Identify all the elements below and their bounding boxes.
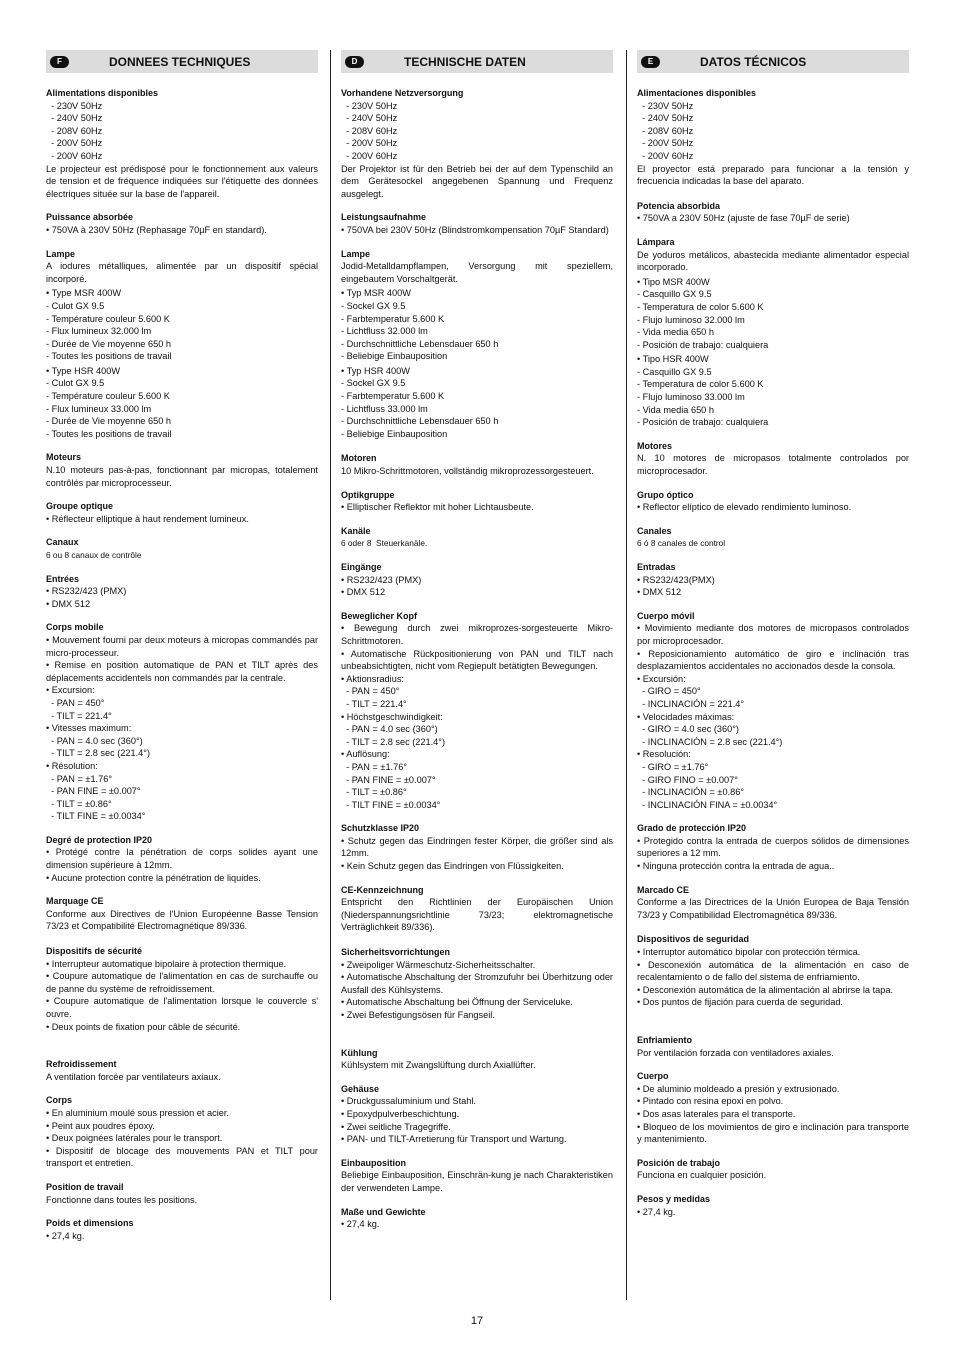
spec-line: • Aucune protection contre la pénétration de liquides. [46, 872, 261, 883]
spec-section [46, 621, 321, 823]
spec-line: - Toutes les positions de travail [46, 351, 172, 362]
column-title: DATOS TÉCNICOS [700, 54, 807, 69]
spec-line: - Beliebige Einbauposition [341, 428, 448, 439]
spec-line: • Coupure automatique de l'alimentation lorsque le couvercle s' ouvre. [46, 996, 321, 1019]
section-title: Motores [637, 440, 673, 451]
spec-line: • Desconexión automática de la alimentación al abrirse la tapa. [637, 984, 894, 995]
spec-section [341, 610, 616, 812]
spec-line: • Pintado con resina epoxi en polvo. [637, 1096, 784, 1107]
spec-line: - 200V 60Hz [46, 150, 103, 161]
spec-section [46, 573, 318, 611]
spec-line: • Excursion: [46, 685, 95, 696]
spec-section [637, 440, 912, 478]
spec-line: • Type MSR 400W [46, 288, 122, 299]
spec-section [637, 1157, 909, 1182]
spec-line: - PAN FINE = ±0.007° [46, 786, 141, 797]
spec-line: • Résolution: [46, 760, 98, 771]
spec-section [46, 895, 321, 933]
spec-line: • En aluminium moulé sous pression et acier. [46, 1107, 229, 1118]
spec-section [637, 1070, 912, 1146]
spec-line: N.10 moteurs pas-à-pas, fonctionnant par micropas, totalement contrôlés par microprocesseur. [46, 465, 321, 488]
spec-line: • Protégé contre la pénétration de corps solides ayant une dimension supérieure à 12mm. [46, 847, 321, 871]
spec-line: • 27,4 kg. [637, 1206, 676, 1217]
section-title: Pesos y medidas [637, 1193, 711, 1204]
spec-line: - INCLINACIÓN = 2.8 sec (221.4°) [637, 736, 783, 747]
spec-line: - Farbtemperatur 5.600 K [341, 391, 445, 402]
section-title: Sicherheitsvorrichtungen [341, 947, 451, 958]
language-badge: E [641, 56, 660, 68]
spec-line: - PAN = 450° [341, 686, 400, 697]
spec-section [637, 822, 912, 872]
section-title: Dispositivos de seguridad [637, 934, 750, 945]
spec-section [637, 489, 909, 514]
spec-section [637, 561, 909, 599]
spec-line: • Typ HSR 400W [341, 365, 410, 376]
spec-line: - Flux lumineux 32.000 lm [46, 326, 152, 337]
spec-line: • Dos puntos de fijación para cuerda de seguridad. [637, 997, 843, 1008]
spec-line: - TILT FINE = ±0.0034° [341, 799, 441, 810]
language-badge: D [345, 56, 364, 68]
section-title: Einbauposition [341, 1157, 406, 1168]
spec-line: Funciona en cualquier posición. [637, 1170, 767, 1181]
spec-line: 6 oder 8 Steuerkanäle. [341, 538, 428, 549]
spec-section [637, 884, 912, 922]
spec-line: • Desconexión automática de la alimentación en caso de recalentamiento o de fallo del sistema de enfriamiento. [637, 959, 912, 983]
spec-line: - Durchschnittliche Lebensdauer 650 h [341, 416, 499, 427]
spec-section [46, 945, 321, 1033]
spec-line: - PAN = 450° [46, 697, 105, 708]
spec-section [46, 1094, 321, 1170]
section-header [637, 50, 909, 73]
section-title: Grupo óptico [637, 489, 694, 500]
spec-line: - GIRO = ±1.76° [637, 761, 709, 772]
spec-line: • Zwei Befestigungsösen für Fangseil. [341, 1010, 495, 1020]
section-title: Leistungsaufnahme [341, 212, 427, 223]
spec-line: • Schutz gegen das Eindringen fester Körper, die größer sind als 12mm. [341, 835, 616, 859]
spec-line: • Auflösung: [341, 749, 390, 760]
spec-line: - 230V 50Hz [637, 100, 694, 111]
spec-section [341, 561, 613, 599]
spec-line: - 240V 50Hz [46, 113, 103, 124]
section-title: Puissance absorbée [46, 212, 134, 223]
spec-section [46, 211, 318, 236]
spec-section [341, 1157, 616, 1195]
spec-section [341, 87, 616, 200]
spec-line: De yoduros metálicos, abastecida mediante alimentador especial incorporado. [637, 249, 912, 273]
language-badge: F [50, 56, 69, 68]
spec-line: - Posición de trabajo: cualquiera [637, 417, 769, 428]
spec-line: - Posición de trabajo: cualquiera [637, 339, 769, 350]
section-title: Motoren [341, 453, 377, 464]
spec-line: - 208V 60Hz [637, 125, 694, 136]
spec-line: • RS232/423 (PMX) [341, 574, 422, 585]
spec-line: - 240V 50Hz [637, 113, 694, 124]
spec-section [46, 248, 321, 441]
spec-line: - Temperatura de color 5.600 K [637, 379, 764, 390]
section-title: Potencia absorbida [637, 200, 721, 211]
spec-line: - TILT FINE = ±0.0034° [46, 811, 146, 822]
spec-line: - PAN = ±1.76° [46, 773, 112, 784]
spec-line: • RS232/423 (PMX) [46, 586, 127, 597]
spec-section [46, 1217, 318, 1242]
spec-line: El proyector está preparado para funcionar a la tensión y frecuencia indicadas la base del aparato. [637, 163, 912, 187]
spec-section [341, 822, 616, 872]
spec-line: - GIRO = 4.0 sec (360°) [637, 724, 739, 735]
spec-line: • 750VA a 230V 50Hz (ajuste de fase 70µF de serie) [637, 213, 850, 224]
spec-line: - Sockel GX 9.5 [341, 300, 406, 311]
spec-line: • Automatische Abschaltung bei Öffnung der Serviceluke. [341, 997, 573, 1008]
spec-section [46, 1058, 318, 1083]
spec-line: - TILT = ±0.86° [46, 798, 112, 809]
spec-section [341, 211, 613, 236]
spec-line: • Coupure automatique de l'alimentation en cas de surchauffe ou de panne du système de refroidissement. [46, 971, 321, 994]
section-title: Grado de protección IP20 [637, 823, 747, 834]
section-title: Gehäuse [341, 1083, 380, 1094]
spec-line: - 230V 50Hz [46, 100, 103, 111]
spec-section [341, 248, 616, 441]
spec-line: • 27,4 kg. [341, 1219, 380, 1230]
spec-line: - Flujo luminoso 33.000 lm [637, 392, 745, 403]
spec-line: - Durée de Vie moyenne 650 h [46, 338, 171, 349]
spec-section [341, 489, 613, 514]
section-title: Alimentations disponibles [46, 88, 159, 98]
spec-line: - GIRO = 450° [637, 686, 701, 697]
spec-line: • RS232/423(PMX) [637, 574, 715, 585]
section-title: Poids et dimensions [46, 1218, 134, 1229]
section-title: Canaux [46, 537, 79, 548]
section-title: Entrées [46, 573, 80, 584]
spec-line: • De aluminio moldeado a presión y extrusionado. [637, 1083, 840, 1094]
spec-line: • Excursión: [637, 673, 686, 684]
spec-line: - TILT = 221.4° [341, 698, 407, 709]
spec-line: • Zwei seitliche Tragegriffe. [341, 1121, 451, 1132]
spec-line: - PAN = 4.0 sec (360°) [341, 724, 438, 735]
spec-line: • Kein Schutz gegen das Eindringen von Flüssigkeiten. [341, 861, 564, 872]
spec-line: - TILT = ±0.86° [341, 787, 407, 798]
column-german [341, 50, 616, 1242]
spec-section [341, 525, 613, 550]
spec-line: - GIRO FINO = ±0.007° [637, 774, 738, 785]
spec-line: • PAN- und TILT-Arretierung für Transport und Wartung. [341, 1134, 567, 1145]
spec-line: • Elliptischer Reflektor mit hoher Lichtausbeute. [341, 502, 534, 513]
spec-line: Conforme aux Directives de l'Union Européenne Basse Tension 73/23 et Compatibilité Electromagnétique 89/336. [46, 908, 321, 932]
spec-section [637, 525, 909, 550]
spec-line: • Protegido contra la entrada de cuerpos sólidos de dimensiones superiores a 12 mm. [637, 835, 912, 859]
section-title: Cuerpo móvil [637, 610, 695, 621]
spec-section [46, 451, 321, 489]
spec-line: • Vitesses maximum: [46, 723, 132, 734]
spec-section [637, 200, 909, 225]
column-spanish [637, 50, 912, 1229]
spec-line: • Automatische Rückpositionierung von PAN und TILT nach unbeabsichtigten, nicht vom Regiepult betätigten Bewegungen. [341, 648, 616, 672]
spec-line: • DMX 512 [341, 587, 386, 598]
spec-line: • Tipo HSR 400W [637, 354, 709, 365]
spec-line: - Vida media 650 h [637, 327, 714, 338]
spec-section [46, 87, 321, 200]
spec-line: - Casquillo GX 9.5 [637, 289, 712, 300]
spec-line: Beliebige Einbauposition, Einschrän-kung je nach Charakteristiken der verwendeten Lampe. [341, 1170, 616, 1193]
spec-line: - Durée de Vie moyenne 650 h [46, 416, 171, 427]
spec-line: • 750VA bei 230V 50Hz (Blindstromkompensation 70µF Standard) [341, 224, 609, 235]
spec-line: - Température couleur 5.600 K [46, 313, 170, 324]
spec-line: • Mouvement fourni par deux moteurs à micropas commandés par micro-processeur. [46, 634, 321, 658]
spec-line: - 230V 50Hz [341, 100, 398, 111]
spec-line: - Durchschnittliche Lebensdauer 650 h [341, 338, 499, 349]
column-title: TECHNISCHE DATEN [404, 54, 526, 69]
section-title: Cuerpo [637, 1071, 669, 1082]
section-title: Position de travail [46, 1181, 124, 1192]
spec-line: • Deux points de fixation pour câble de sécurité. [46, 1021, 241, 1032]
spec-line: - Vida media 650 h [637, 404, 714, 415]
spec-section [637, 1193, 909, 1218]
section-title: Lampe [46, 248, 76, 259]
spec-line: • Resolución: [637, 749, 691, 760]
spec-line: • Druckgussaluminium und Stahl. [341, 1096, 476, 1107]
column-title: DONNEES TECHNIQUES [109, 54, 251, 69]
spec-line: - PAN = ±1.76° [341, 761, 407, 772]
spec-section [46, 500, 318, 525]
spec-line: Kühlsystem mit Zwangslüftung durch Axiallüfter. [341, 1060, 536, 1071]
section-title: Optikgruppe [341, 489, 395, 500]
spec-line: • Zweipoliger Wärmeschutz-Sicherheitsschalter. [341, 959, 536, 970]
spec-line: Por ventilación forzada con ventiladores axiales. [637, 1047, 834, 1058]
section-title: Moteurs [46, 452, 82, 463]
spec-line: - Casquillo GX 9.5 [637, 366, 712, 377]
spec-line: • Typ MSR 400W [341, 288, 411, 299]
spec-line: • Epoxydpulverbeschichtung. [341, 1108, 460, 1119]
spec-line: • Bloqueo de los movimientos de giro e inclinación para transporte y mantenimiento. [637, 1121, 912, 1145]
spec-section [341, 452, 613, 477]
spec-line: - 208V 60Hz [341, 125, 398, 136]
spec-line: 6 ó 8 canales de control [637, 538, 726, 549]
spec-line: - Culot GX 9.5 [46, 378, 105, 389]
section-title: CE-Kennzeichnung [341, 884, 424, 895]
spec-line: • Reposicionamiento automático de giro e inclinación tras desplazamientos accidentales no accionados desde la consola. [637, 648, 912, 672]
column-french [46, 50, 321, 1253]
section-title: Canales [637, 525, 672, 536]
section-title: Lámpara [637, 236, 675, 247]
spec-line: - Flujo luminoso 32.000 lm [637, 314, 745, 325]
spec-line: - TILT = 2.8 sec (221.4°) [341, 736, 446, 747]
section-title: Dispositifs de sécurité [46, 946, 143, 957]
section-title: Beweglicher Kopf [341, 610, 418, 621]
spec-line: - PAN = 4.0 sec (360°) [46, 735, 143, 746]
spec-line: • DMX 512 [637, 587, 682, 598]
spec-line: Le projecteur est prédisposé pour le fonctionnement aux valeurs de tension et de fréquence indiquées sur l'étiquette des données électriques située sur la base de l'appareil. [46, 163, 321, 199]
spec-line: • Ninguna protección contra la entrada de agua.. [637, 861, 835, 872]
spec-section [46, 834, 321, 884]
spec-line: Conforme a las Directrices de la Unión Europea de Baja Tensión 73/23 y Compatibilidad Electromagnética 89/336. [637, 897, 912, 920]
spec-line: - PAN FINE = ±0.007° [341, 774, 436, 785]
spec-section [341, 1083, 613, 1146]
section-title: Groupe optique [46, 501, 113, 512]
spec-section [46, 536, 318, 561]
spec-line: - Flux lumineux 33.000 lm [46, 403, 152, 414]
spec-line: - 200V 50Hz [46, 138, 103, 149]
spec-line: - 208V 60Hz [46, 125, 103, 136]
spec-line: • Interrupteur automatique bipolaire à protection thermique. [46, 958, 287, 969]
spec-line: - Farbtemperatur 5.600 K [341, 313, 445, 324]
spec-line: - TILT = 221.4° [46, 710, 112, 721]
spec-line: 10 Mikro-Schrittmotoren, vollständig mikroprozessorgesteuert. [341, 466, 594, 477]
section-title: Lampe [341, 248, 371, 259]
spec-line: • Peint aux poudres époxy. [46, 1120, 155, 1131]
spec-line: - Beliebige Einbauposition [341, 351, 448, 362]
section-title: Marcado CE [637, 884, 690, 895]
column-divider [626, 50, 627, 1300]
section-title: Corps [46, 1095, 73, 1106]
spec-line: - 200V 50Hz [341, 138, 398, 149]
spec-line: • DMX 512 [46, 598, 91, 609]
spec-line: • Type HSR 400W [46, 365, 121, 376]
column-divider [330, 50, 331, 1300]
spec-section [341, 1206, 613, 1231]
spec-line: • Remise en position automatique de PAN et TILT après des déplacements accidentels non commandés par la centrale. [46, 660, 321, 683]
section-title: Kanäle [341, 525, 371, 536]
spec-line: - Sockel GX 9.5 [341, 378, 406, 389]
spec-line: Der Projektor ist für den Betrieb bei der auf dem Typenschild an dem Gerätesockel angegebenen Spannung und Frequenz ausgelegt. [341, 163, 616, 199]
spec-line: - INCLINACIÓN FINA = ±0.0034° [637, 799, 778, 810]
spec-line: • Réflecteur elliptique à haut rendement lumineux. [46, 513, 249, 524]
spec-line: N. 10 motores de micropasos totalmente controlados por microprocesador. [637, 453, 912, 477]
section-title: Kühlung [341, 1047, 378, 1058]
spec-line: Entspricht den Richtlinien der Europäischen Union (Niederspannungsrichtlinie 73/23; elektromagnetische Verträglichkeit 89/336). [341, 897, 616, 933]
spec-line: - Lichtfluss 32.000 lm [341, 326, 428, 337]
spec-line: - 200V 50Hz [637, 138, 694, 149]
section-title: Enfriamiento [637, 1035, 693, 1045]
spec-line: • Automatische Abschaltung der Stromzufuhr bei Überhitzung oder Ausfall des Kühlsystems. [341, 972, 616, 995]
spec-line: A ventilation forcée par ventilateurs axiaux. [46, 1071, 221, 1082]
spec-line: • Dispositif de blocage des mouvements PAN et TILT pour transport et entretien. [46, 1145, 321, 1169]
spec-line: Fonctionne dans toutes les positions. [46, 1194, 198, 1205]
spec-section [341, 946, 616, 1022]
spec-line: A iodures métalliques, alimentée par un dispositif spécial incorporé. [46, 261, 321, 284]
spec-line: • Tipo MSR 400W [637, 276, 710, 287]
section-title: Eingänge [341, 562, 382, 572]
spec-line: • Bewegung durch zwei mikroprozes-sorgesteuerte Mikro-Schrittmotoren. [341, 623, 613, 646]
spec-line: - 240V 50Hz [341, 113, 398, 124]
spec-line: - Lichtfluss 33.000 lm [341, 403, 428, 414]
spec-line: - INCLINACIÓN = ±0.86° [637, 787, 745, 798]
spec-line: - TILT = 2.8 sec (221.4°) [46, 748, 151, 759]
spec-line: • Reflector elíptico de elevado rendimiento luminoso. [637, 502, 852, 513]
spec-section [637, 933, 912, 1009]
spec-line: • Dos asas laterales para el transporte. [637, 1108, 796, 1119]
section-title: Degré de protection IP20 [46, 834, 153, 845]
spec-line: - Toutes les positions de travail [46, 428, 172, 439]
section-title: Refroidissement [46, 1059, 117, 1070]
spec-line: - Température couleur 5.600 K [46, 391, 170, 402]
spec-line: 6 ou 8 canaux de contrôle [46, 550, 142, 560]
spec-line: • Interruptor automático bipolar con protección térmica. [637, 947, 861, 958]
section-title: Posición de trabajo [637, 1157, 721, 1168]
spec-line: - INCLINACIÓN = 221.4° [637, 698, 745, 709]
section-title: Schutzklasse IP20 [341, 823, 420, 834]
section-title: Vorhandene Netzversorgung [341, 88, 464, 98]
spec-section [341, 884, 616, 934]
spec-line: - 200V 60Hz [637, 150, 694, 161]
spec-line: • Movimiento mediante dos motores de micropasos controlados por microprocesador. [637, 623, 912, 646]
spec-line: • Aktionsradius: [341, 673, 404, 684]
section-header [341, 50, 613, 73]
section-title: Maße und Gewichte [341, 1206, 426, 1217]
section-title: Marquage CE [46, 896, 104, 907]
spec-line: • 27,4 kg. [46, 1230, 85, 1241]
page-number: 17 [470, 1315, 484, 1327]
section-header [46, 50, 318, 73]
section-title: Corps mobile [46, 622, 104, 633]
spec-line: - Culot GX 9.5 [46, 300, 105, 311]
spec-section [637, 610, 912, 812]
spec-line: • 750VA à 230V 50Hz (Rephasage 70µF en standard). [46, 224, 267, 235]
spec-section [637, 87, 912, 188]
spec-section [341, 1047, 613, 1072]
spec-line: • Velocidades máximas: [637, 711, 735, 722]
section-title: Alimentaciones disponibles [637, 88, 757, 98]
spec-line: • Höchstgeschwindigkeit: [341, 711, 443, 722]
spec-line: • Deux poignées latérales pour le transport. [46, 1133, 223, 1144]
spec-line: Jodid-Metalldampflampen, Versorgung mit speziellem, eingebautem Vorschaltgerät. [341, 261, 616, 284]
spec-line: - 200V 60Hz [341, 150, 398, 161]
spec-section [637, 1034, 909, 1059]
spec-line: - Temperatura de color 5.600 K [637, 301, 764, 312]
section-title: Entradas [637, 562, 676, 572]
spec-section [637, 236, 912, 429]
spec-section [46, 1181, 318, 1206]
